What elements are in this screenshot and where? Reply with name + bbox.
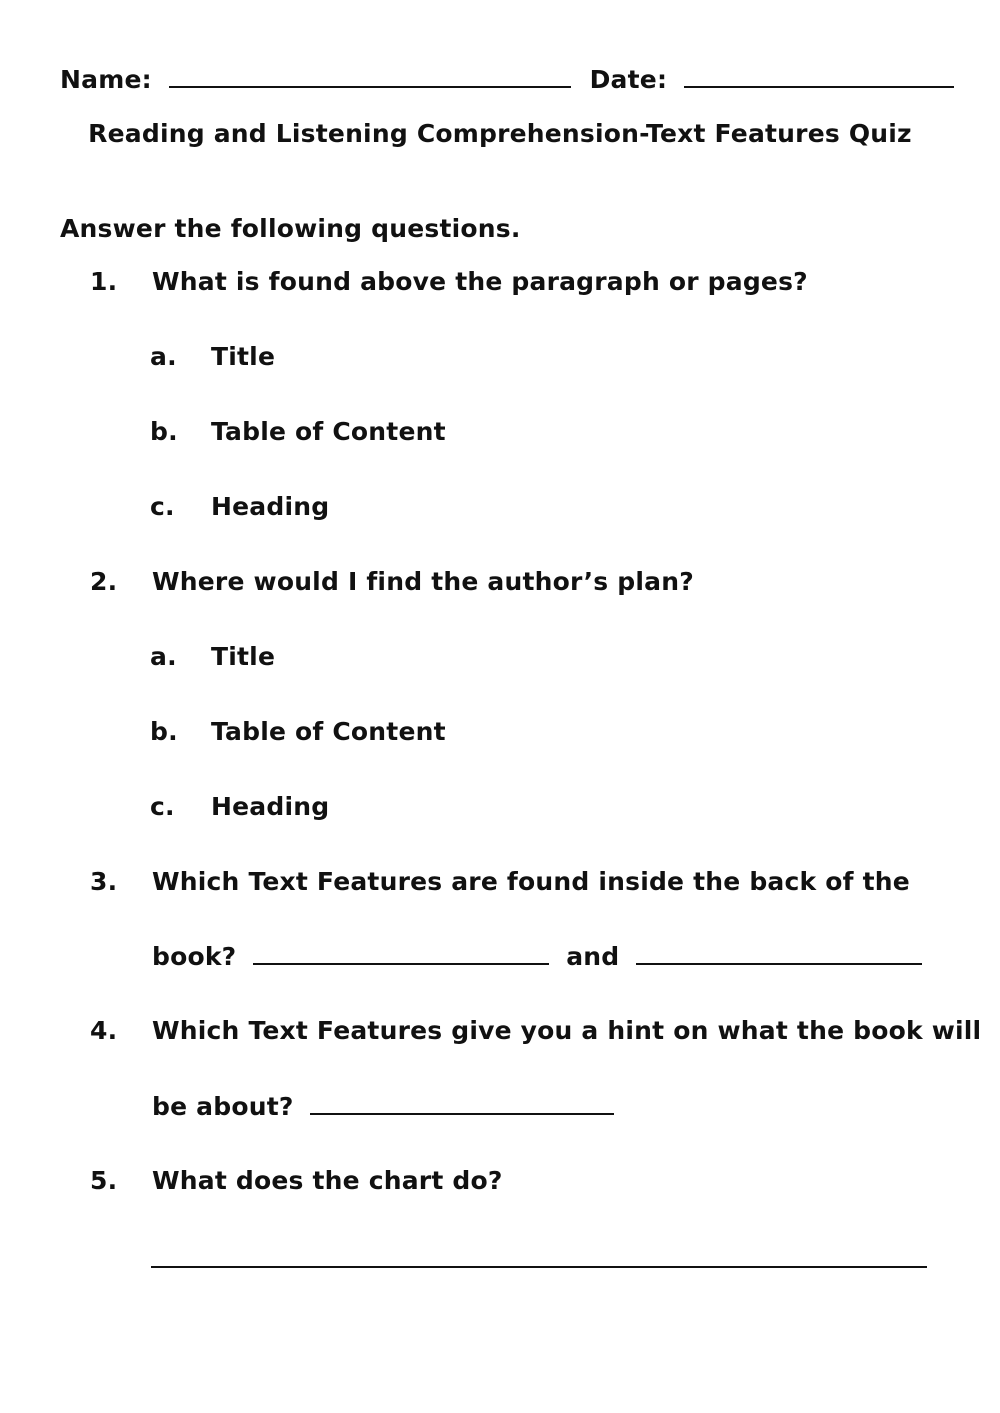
question-text: Which Text Features are found inside the back of the [152,867,910,896]
option-letter: a. [150,642,177,671]
question-text: What is found above the paragraph or pages? [152,267,808,296]
question-text-continued [152,941,922,972]
question-text: Where would I find the author’s plan? [152,567,694,596]
question-text-continued [152,1091,614,1122]
question-text: Which Text Features give you a hint on what the book will [152,1016,982,1045]
question-text-tail: book? [152,942,237,971]
instructions: Answer the following questions. [60,214,521,243]
option-text[interactable]: Heading [211,492,330,521]
option-letter: a. [150,342,177,371]
question-number: 5. [90,1166,118,1195]
question-text-tail: be about? [152,1092,294,1121]
name-date-row [60,64,954,95]
answer-blank-2[interactable] [636,941,922,965]
question-number: 3. [90,867,118,896]
answer-blank-1[interactable] [253,941,549,965]
option-letter: c. [150,792,175,821]
page-title: Reading and Listening Comprehension-Text Features Quiz [88,119,912,148]
date-field[interactable] [684,64,954,88]
question-number: 4. [90,1016,118,1045]
option-letter: b. [150,717,178,746]
option-text[interactable]: Heading [211,792,330,821]
option-text[interactable]: Table of Content [211,417,446,446]
option-letter: c. [150,492,175,521]
date-label: Date: [589,65,668,94]
name-label: Name: [60,65,152,94]
question-number: 1. [90,267,118,296]
option-letter: b. [150,417,178,446]
answer-line[interactable] [151,1244,927,1268]
question-text: What does the chart do? [152,1166,503,1195]
option-text[interactable]: Title [211,642,276,671]
option-text[interactable]: Table of Content [211,717,446,746]
name-field[interactable] [169,64,571,88]
connector-text: and [566,942,620,971]
answer-blank[interactable] [310,1091,614,1115]
question-number: 2. [90,567,118,596]
option-text[interactable]: Title [211,342,276,371]
